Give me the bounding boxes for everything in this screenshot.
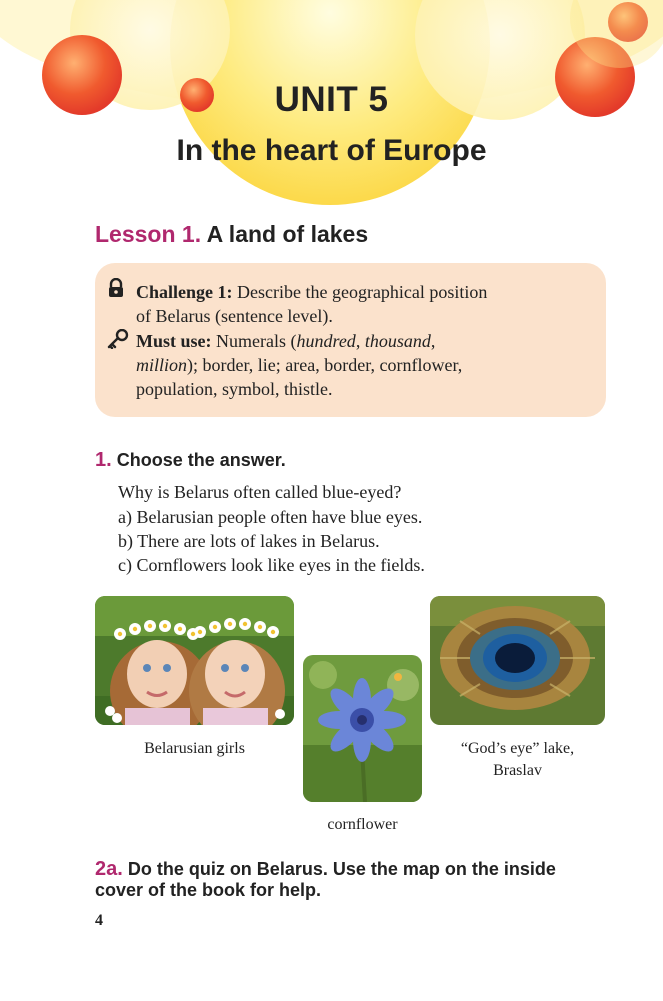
must-use-italic: hundred: [296, 331, 356, 351]
challenge-line-2: of Belarus (sentence level).: [136, 306, 333, 326]
must-use-label: Must use:: [136, 331, 212, 351]
challenge-line-1: [136, 280, 487, 304]
task-1-heading: [95, 449, 286, 472]
task-1-option-a: a) Belarusian people often have blue eyes.: [118, 507, 423, 527]
lesson-heading: [95, 221, 368, 248]
task-1-option-c: c) Cornflowers look like eyes in the fields.: [118, 555, 425, 575]
girls-caption: Belarusian girls: [144, 740, 245, 757]
unit-title: UNIT 5: [274, 80, 389, 119]
lake-caption-line-1: “God’s eye” lake,: [460, 740, 575, 757]
unit-subtitle: In the heart of Europe: [176, 134, 487, 167]
must-use-text: ,: [430, 331, 436, 351]
cornflower-caption: cornflower: [327, 816, 398, 833]
task-1-option-b: b) There are lots of lakes in Belarus.: [118, 531, 380, 551]
task-2a-number: 2a.: [95, 858, 123, 880]
must-use-line-1: [136, 329, 435, 353]
cornflower-photo: [303, 655, 422, 802]
page-number: 4: [95, 912, 103, 929]
challenge-box: [95, 263, 606, 417]
must-use-italic: million: [136, 355, 188, 375]
task-2a-instruction: Do the quiz on Belarus. Use the map on the inside: [127, 859, 556, 879]
must-use-line-2: [136, 353, 462, 377]
lesson-number: Lesson 1.: [95, 221, 202, 247]
key-icon: [107, 329, 129, 349]
must-use-italic: thousand: [364, 331, 431, 351]
must-use-text: Numerals (: [216, 331, 297, 351]
task-1-number: 1.: [95, 449, 112, 471]
belarusian-girls-photo: [95, 596, 294, 725]
lesson-title: A land of lakes: [206, 221, 369, 247]
must-use-text: ); border, lie; area, border, cornflower,: [187, 355, 463, 375]
must-use-text: ,: [355, 331, 365, 351]
task-1-question: Why is Belarus often called blue-eyed?: [118, 482, 402, 502]
challenge-label: Challenge 1:: [136, 282, 233, 302]
challenge-text: Describe the geographical position: [237, 282, 488, 302]
gods-eye-lake-photo: [430, 596, 605, 725]
must-use-line-3: population, symbol, thistle.: [136, 379, 333, 399]
lake-caption-line-2: Braslav: [493, 762, 542, 779]
task-2a-line-2: cover of the book for help.: [95, 880, 322, 900]
task-1-instruction: Choose the answer.: [116, 450, 286, 470]
task-2a-line-1: [95, 858, 556, 881]
lake-caption: [430, 738, 605, 782]
lock-icon: [107, 278, 125, 298]
